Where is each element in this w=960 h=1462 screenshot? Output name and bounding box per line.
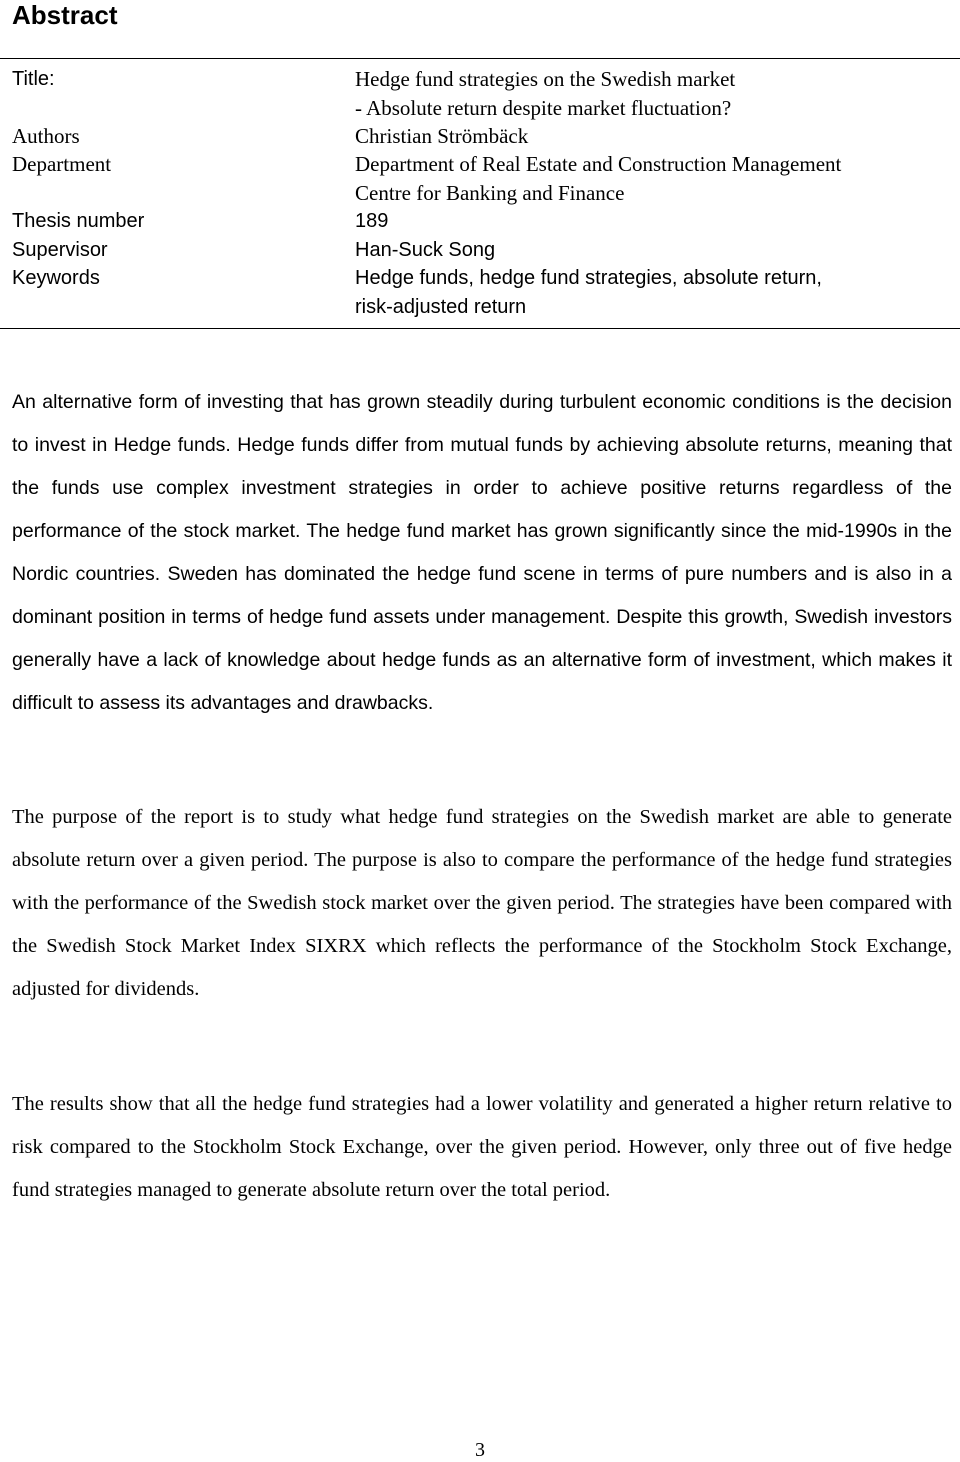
thesis-number: 189 (355, 210, 389, 232)
keywords-value (355, 264, 822, 321)
authors-label: Authors (12, 124, 80, 148)
page-number: 3 (475, 1439, 485, 1461)
keywords-label: Keywords (12, 267, 100, 289)
author-name: Christian Strömbäck (355, 124, 529, 148)
keywords-line-2: risk-adjusted return (355, 295, 527, 318)
keywords-line-1: Hedge funds, hedge fund strategies, absolute return, (355, 267, 822, 289)
authors-value (355, 122, 528, 151)
abstract-paragraph-3: The results show that all the hedge fund strategies had a lower volatility and generated a higher return relative to risk compared to the Stockholm Stock Exchange, over the given period. However, only three out of five hedge fund strategies managed to generate absolute return over the total period. (12, 1093, 952, 1201)
supervisor-name: Han-Suck Song (355, 239, 496, 261)
supervisor-value (355, 236, 495, 265)
thesis-number-label: Thesis number (12, 210, 145, 232)
abstract-heading: Abstract (12, 0, 118, 30)
abstract-paragraph-1: An alternative form of investing that has grown steadily during turbulent economic conditions is the decision to invest in Hedge funds. Hedge funds differ from mutual funds by achieving absolute returns, meaning that the funds use complex investment strategies in order to achieve positive returns regardless of the performance of the stock market. The hedge fund market has grown significantly since the mid-1990s in the Nordic countries. Sweden has dominated the hedge fund scene in terms of pure numbers and is also in a dominant position in terms of hedge fund assets under management. Despite this growth, Swedish investors generally have a lack of knowledge about hedge funds as an alternative form of investment, which makes it difficult to assess its advantages and drawbacks. (12, 391, 952, 714)
department-label: Department (12, 152, 112, 176)
title-line-2: - Absolute return despite market fluctuation? (355, 95, 732, 120)
title-value (355, 65, 735, 122)
department-line-2: Centre for Banking and Finance (355, 180, 625, 205)
thesis-number-value (355, 207, 388, 236)
supervisor-label: Supervisor (12, 239, 108, 261)
bottom-rule (0, 328, 960, 329)
department-value (355, 150, 841, 207)
title-label: Title: (12, 68, 55, 90)
thesis-metadata-table (0, 58, 960, 328)
title-line-1: Hedge fund strategies on the Swedish market (355, 67, 736, 91)
top-rule (0, 58, 960, 59)
department-line-1: Department of Real Estate and Construction Management (355, 152, 842, 176)
abstract-paragraph-2: The purpose of the report is to study what hedge fund strategies on the Swedish market are able to generate absolute return over a given period. The purpose is also to compare the performance of the hedge fund strategies with the performance of the Swedish stock market over the given period. The strategies have been compared with the Swedish Stock Market Index SIXRX which reflects the performance of the Stockholm Stock Exchange, adjusted for dividends. (12, 806, 952, 1000)
